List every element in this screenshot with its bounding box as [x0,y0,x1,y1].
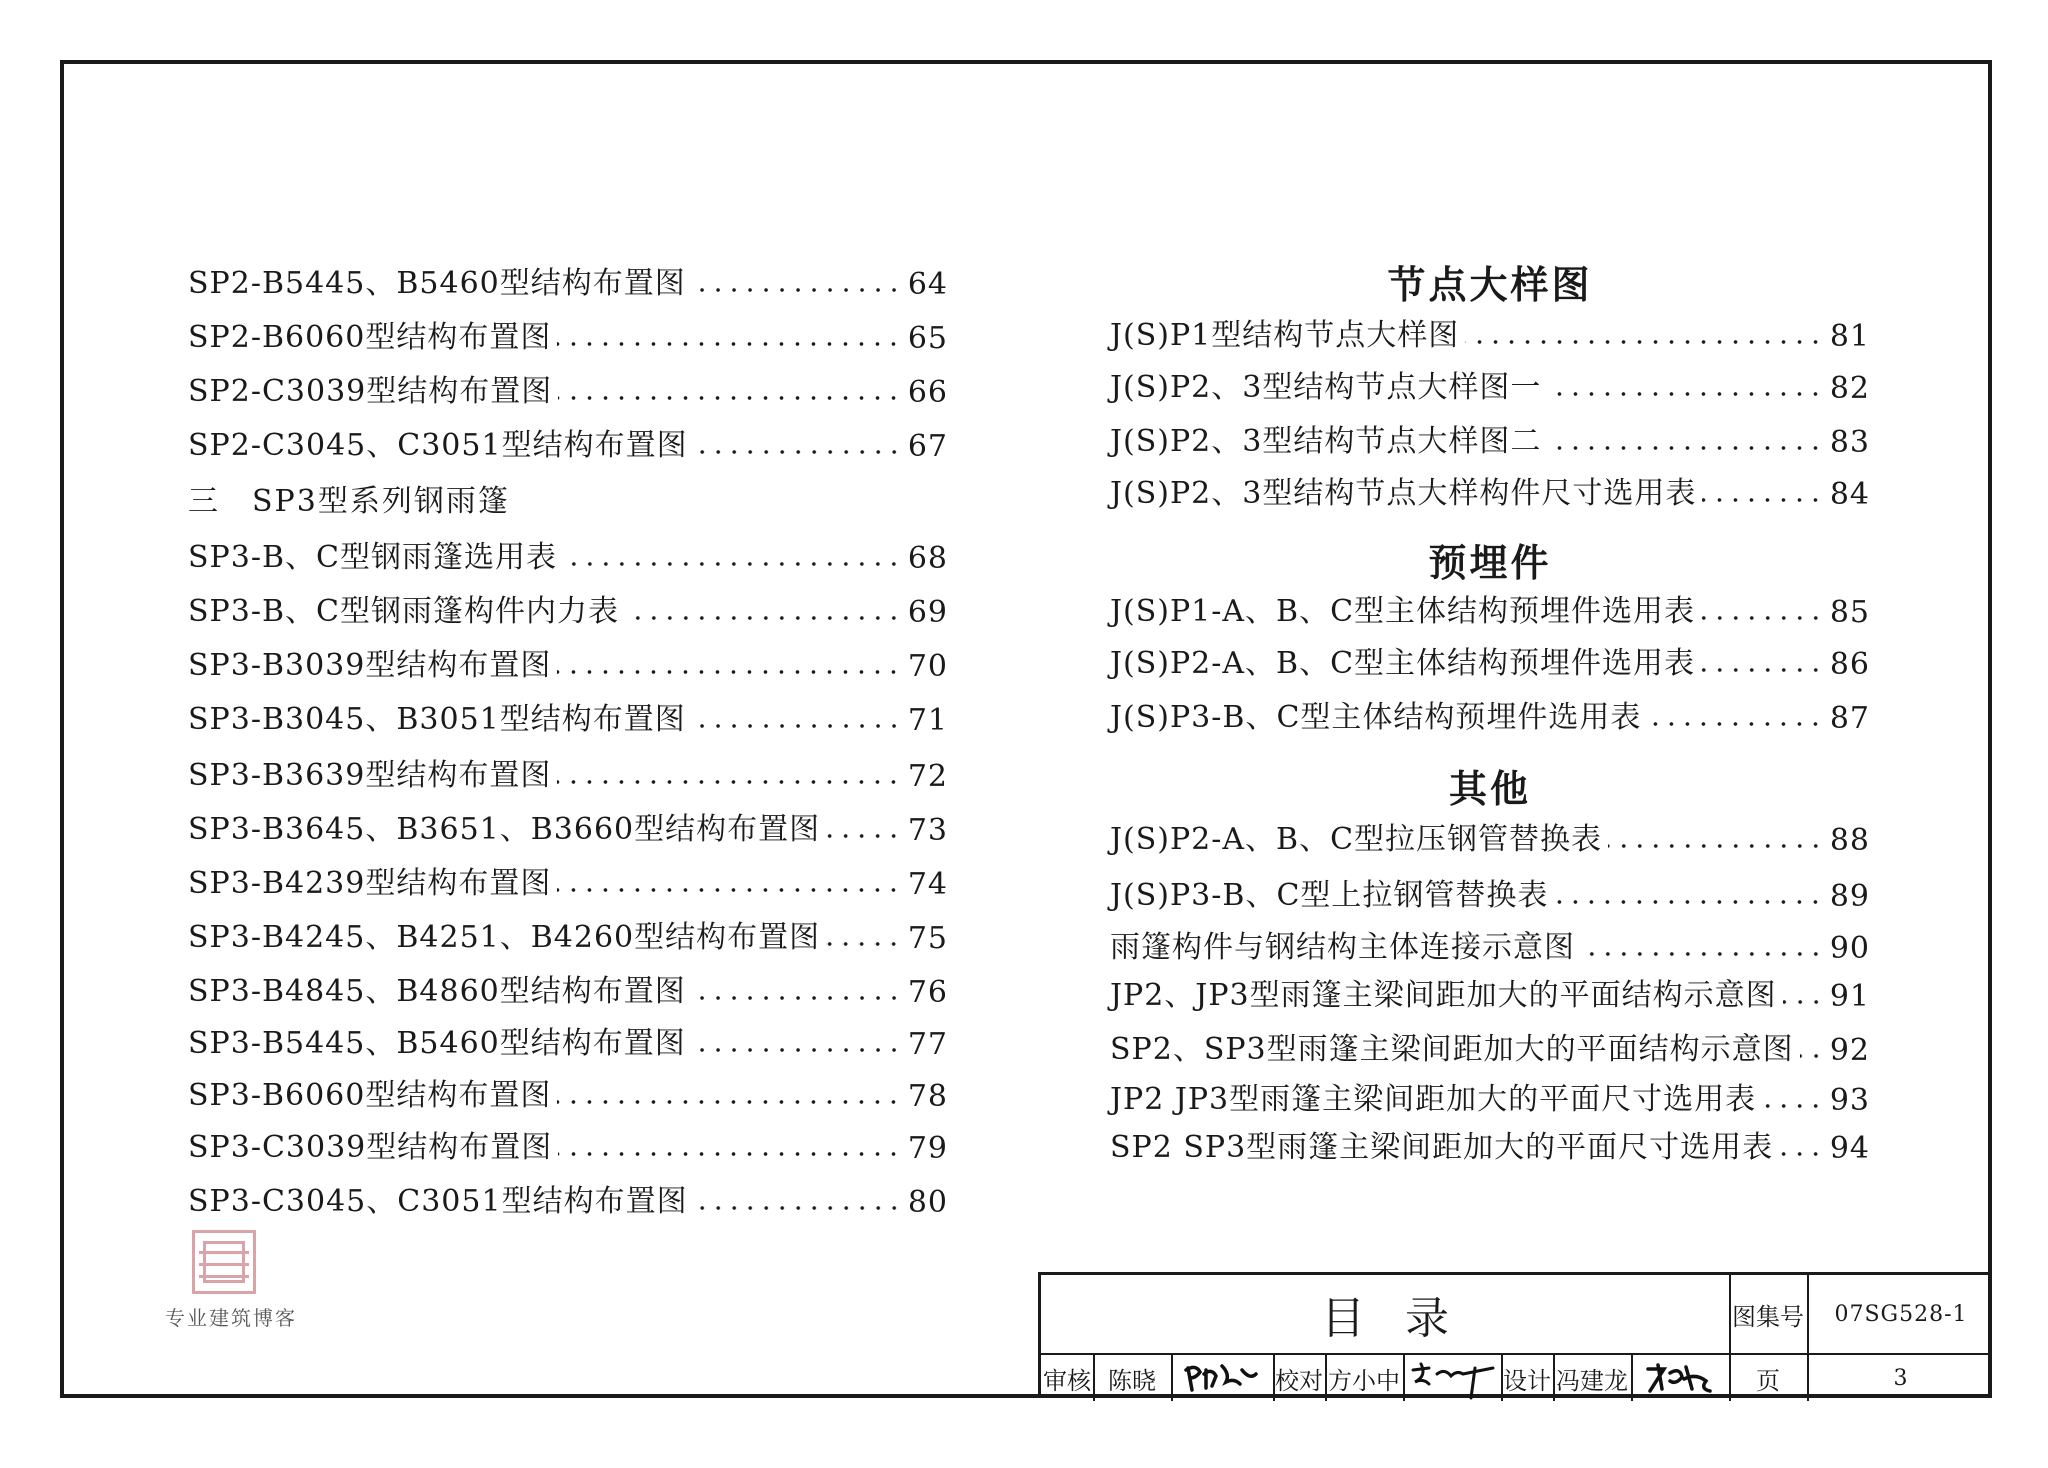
toc-entry[interactable] [1110,1024,1870,1068]
toc-entry-page: 70 [907,649,948,684]
toc-entry-page: 78 [907,1079,948,1114]
leader-dots [1762,1103,1824,1109]
toc-entry[interactable] [188,1176,948,1220]
toc-entry-title: J(S)P2、3型结构节点大样构件尺寸选用表 [1110,476,1697,511]
atlas-label: 图集号 [1732,1302,1804,1331]
leader-dots [563,561,902,567]
toc-entry-page: 87 [1829,701,1870,736]
reviewer-signature [1171,1355,1273,1401]
toc-entry-title: SP3-C3039型结构布置图 [188,1130,553,1165]
toc-entry-page: 72 [907,759,948,794]
check-label: 校对 [1275,1366,1323,1395]
toc-entry[interactable] [1110,922,1870,966]
toc-entry-page: 86 [1829,647,1870,682]
toc-entry[interactable] [188,694,948,738]
toc-entry[interactable] [1110,468,1870,512]
toc-entry-title: SP2、SP3型雨篷主梁间距加大的平面结构示意图 [1110,1032,1794,1067]
leader-dots [1554,899,1823,905]
toc-entry-title: SP2 SP3型雨篷主梁间距加大的平面尺寸选用表 [1110,1130,1774,1165]
toc-entry-page: 81 [1829,319,1870,354]
toc-entry[interactable] [1110,870,1870,914]
toc-entry-title: SP2-B5445、B5460型结构布置图 [188,266,686,301]
toc-entry-page: 67 [907,429,948,464]
toc-entry[interactable] [188,312,948,356]
toc-entry-title: SP3-B、C型钢雨篷构件内力表 [188,594,619,629]
leader-dots [557,341,901,347]
toc-entry-page: 71 [907,703,948,738]
leader-dots [1581,951,1824,957]
toc-entry-title: SP2-B6060型结构布置图 [188,320,552,355]
toc-entry-page: 91 [1829,979,1870,1014]
toc-entry-page: 64 [907,267,948,302]
toc-entry[interactable] [188,420,948,464]
reviewer-name: 陈晓 [1108,1366,1156,1395]
leader-dots [692,995,902,1001]
leader-dots [1701,667,1824,673]
page-number: 3 [1893,1365,1909,1391]
toc-entry-title: JP2 JP3型雨篷主梁间距加大的平面尺寸选用表 [1110,1082,1757,1117]
toc-entry-page: 75 [907,921,948,956]
atlas-number: 07SG528-1 [1834,1301,1968,1327]
toc-entry[interactable] [188,750,948,794]
toc-entry-page: 77 [907,1027,948,1062]
section-heading [188,476,948,520]
leader-dots [625,615,902,621]
toc-entry[interactable] [188,586,948,630]
drawing-title: 目录 [1321,1293,1489,1344]
toc-entry-page: 85 [1829,595,1870,630]
toc-entry-title: SP3-B4239型结构布置图 [188,866,552,901]
leader-dots [1608,843,1824,849]
page-label: 页 [1756,1366,1780,1395]
toc-entry-title: SP2-C3045、C3051型结构布置图 [188,428,688,463]
leader-dots [558,395,902,401]
toc-entry-title: SP3-B6060型结构布置图 [188,1078,552,1113]
toc-entry-title: J(S)P3-B、C型主体结构预埋件选用表 [1110,700,1642,735]
toc-entry[interactable] [1110,416,1870,460]
toc-entry[interactable] [188,966,948,1010]
leader-dots [694,1205,902,1211]
leader-dots [1547,445,1823,451]
toc-entry-title: J(S)P2-A、B、C型主体结构预埋件选用表 [1110,646,1696,681]
toc-entry-title: SP3-B3645、B3651、B3660型结构布置图 [188,812,821,847]
toc-entry-title: SP2-C3039型结构布置图 [188,374,553,409]
leader-dots [557,1099,901,1105]
leader-dots [1800,1053,1824,1059]
signature-icon [1640,1359,1720,1397]
toc-entry[interactable] [188,1018,948,1062]
toc-entry-title: J(S)P1-A、B、C型主体结构预埋件选用表 [1110,594,1696,629]
toc-entry[interactable] [188,912,948,956]
toc-entry[interactable] [188,858,948,902]
toc-entry-page: 69 [907,595,948,630]
toc-entry-page: 89 [1829,879,1870,914]
toc-entry-title: SP3-C3045、C3051型结构布置图 [188,1184,688,1219]
leader-dots [692,287,902,293]
toc-entry-title: J(S)P1型结构节点大样图 [1110,318,1460,353]
toc-entry-page: 79 [907,1131,948,1166]
toc-entry-title: SP3-B4845、B4860型结构布置图 [188,974,686,1009]
toc-entry-page: 82 [1829,371,1870,406]
group-heading-others: 其他 [1448,767,1531,811]
toc-entry-page: 94 [1829,1131,1870,1166]
signature-icon [1182,1360,1262,1396]
toc-entry-page: 90 [1829,931,1870,966]
toc-entry[interactable] [1110,638,1870,682]
section-number: 三 [188,484,220,519]
toc-entry[interactable] [188,640,948,684]
toc-entry-page: 76 [907,975,948,1010]
stamp-bar [199,1275,249,1278]
toc-entry-page: 65 [907,321,948,356]
title-block [1038,1272,1992,1398]
checker-signature [1403,1355,1501,1401]
toc-entry-page: 93 [1829,1083,1870,1118]
designer-name: 冯建龙 [1556,1366,1628,1395]
toc-entry-title: JP2、JP3型雨篷主梁间距加大的平面结构示意图 [1110,978,1777,1013]
signature-icon [1407,1356,1497,1400]
leader-dots [1701,615,1824,621]
toc-entry-page: 68 [907,541,948,576]
stamp-bar [199,1263,249,1266]
toc-entry-page: 66 [907,375,948,410]
toc-entry-title: SP3-B、C型钢雨篷选用表 [188,540,557,575]
toc-entry[interactable] [188,532,948,576]
leader-dots [692,1047,902,1053]
toc-entry[interactable] [188,258,948,302]
toc-entry-page: 73 [907,813,948,848]
leader-dots [1702,497,1823,503]
leader-dots [826,941,902,947]
toc-entry[interactable] [1110,814,1870,858]
section-title: SP3型系列钢雨篷 [252,484,510,519]
toc-entry-title: J(S)P2、3型结构节点大样图一 [1110,370,1542,405]
leader-dots [826,833,902,839]
toc-entry-title: SP3-B4245、B4251、B4260型结构布置图 [188,920,821,955]
toc-entry[interactable] [1110,362,1870,406]
stamp-caption: 专业建筑博客 [165,1306,297,1330]
leader-dots [557,887,901,893]
toc-entry[interactable] [1110,692,1870,736]
toc-entry-page: 88 [1829,823,1870,858]
group-heading-details: 节点大样图 [1387,263,1593,307]
leader-dots [1779,1151,1824,1157]
toc-entry[interactable] [1110,586,1870,630]
toc-entry[interactable] [1110,1122,1870,1166]
toc-entry-title: SP3-B3045、B3051型结构布置图 [188,702,686,737]
toc-entry[interactable] [1110,1074,1870,1118]
toc-entry[interactable] [188,366,948,410]
toc-entry-title: SP3-B3039型结构布置图 [188,648,552,683]
toc-entry[interactable] [188,804,948,848]
toc-entry-page: 83 [1829,425,1870,460]
leader-dots [1465,339,1824,345]
leader-dots [1547,391,1823,397]
toc-entry-title: SP3-B5445、B5460型结构布置图 [188,1026,686,1061]
leader-dots [557,779,901,785]
toc-entry[interactable] [188,1070,948,1114]
leader-dots [557,669,901,675]
toc-entry-title: 雨篷构件与钢结构主体连接示意图 [1110,930,1575,965]
toc-entry-page: 80 [907,1185,948,1220]
toc-entry[interactable] [188,1122,948,1166]
review-label: 审核 [1043,1366,1091,1395]
blog-stamp-icon [192,1230,256,1294]
design-label: 设计 [1503,1366,1551,1395]
leader-dots [692,723,902,729]
leader-dots [694,449,902,455]
toc-entry-title: J(S)P2、3型结构节点大样图二 [1110,424,1542,459]
toc-entry-page: 84 [1829,477,1870,512]
leader-dots [1647,721,1823,727]
toc-entry[interactable] [1110,970,1870,1014]
group-heading-embedded-parts: 预埋件 [1428,541,1552,585]
leader-dots [558,1151,902,1157]
toc-entry-page: 92 [1829,1033,1870,1068]
leader-dots [1783,999,1824,1005]
toc-entry-title: SP3-B3639型结构布置图 [188,758,552,793]
toc-entry-title: J(S)P2-A、B、C型拉压钢管替换表 [1110,822,1603,857]
toc-entry-title: J(S)P3-B、C型上拉钢管替换表 [1110,878,1549,913]
designer-signature [1631,1355,1729,1401]
toc-entry-page: 74 [907,867,948,902]
toc-entry[interactable] [1110,310,1870,354]
stamp-bar [199,1251,249,1254]
checker-name: 方小中 [1328,1366,1400,1395]
